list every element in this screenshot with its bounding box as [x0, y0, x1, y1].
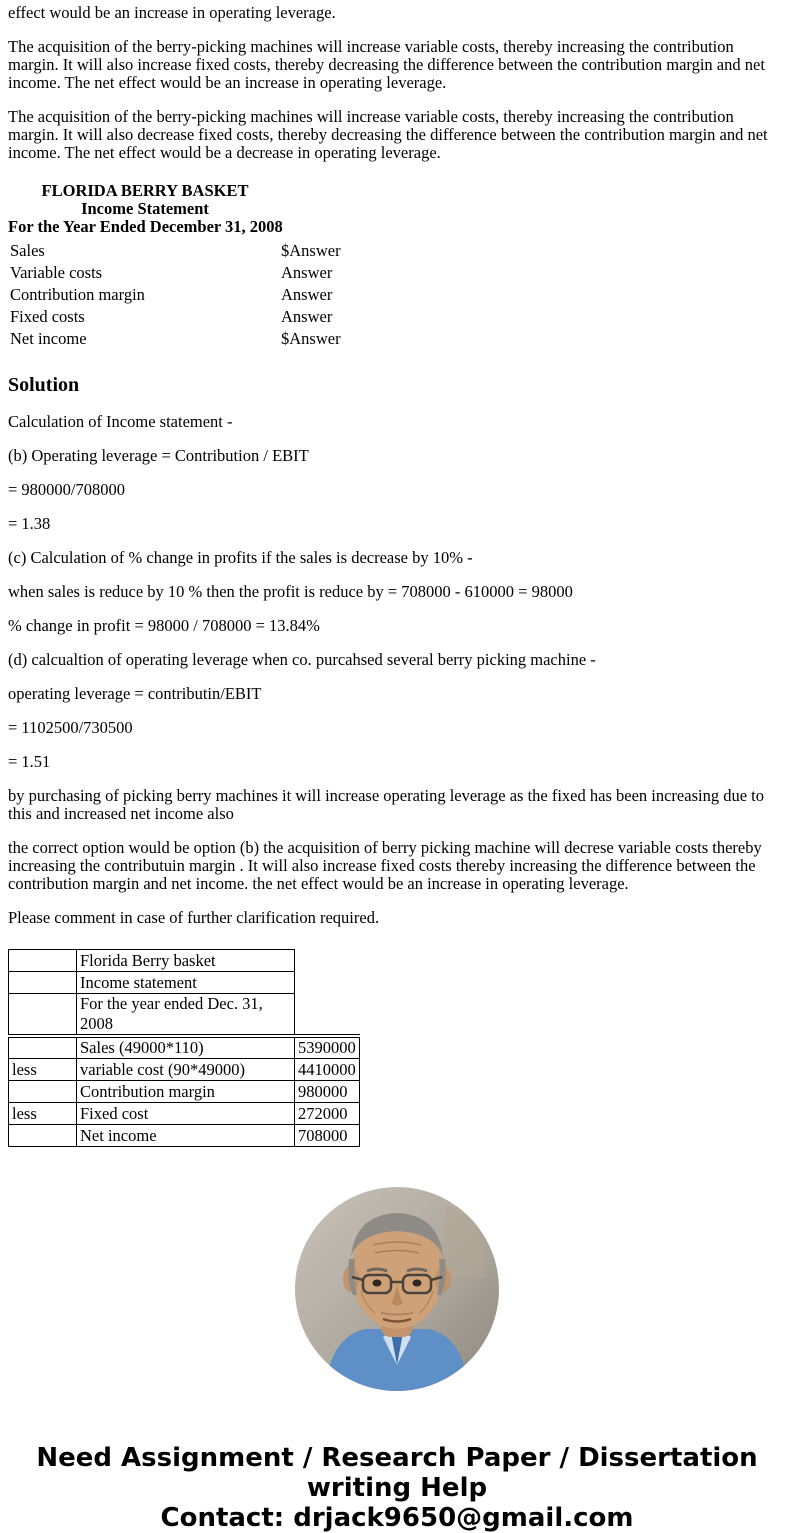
- cell: Net income: [77, 1125, 295, 1147]
- row-label: Net income: [10, 329, 87, 348]
- footer-help-text: Need Assignment / Research Paper / Dissertation writing Help: [36, 1443, 758, 1503]
- statement-subtitle: Income Statement: [81, 199, 209, 218]
- solution-line: (b) Operating leverage = Contribution / EBIT: [8, 446, 309, 465]
- row-label: Contribution margin: [10, 285, 145, 304]
- worksheet-row: [9, 950, 360, 972]
- cell: variable cost (90*49000): [77, 1059, 295, 1081]
- cell: [9, 1081, 77, 1103]
- cell: [9, 972, 77, 994]
- solution-line: = 1.38: [8, 514, 51, 533]
- cell: For the year ended Dec. 31, 2008: [77, 994, 295, 1037]
- statement-row-fixed-costs: [8, 306, 341, 328]
- footer-ad: [17, 1443, 777, 1533]
- footer-contact-email: Contact: drjack9650@gmail.com: [160, 1503, 634, 1533]
- worksheet-row: [9, 972, 360, 994]
- row-value: Answer: [281, 307, 333, 326]
- person-avatar: [295, 1187, 499, 1391]
- cell: Florida Berry basket: [77, 950, 295, 972]
- cell: [295, 950, 360, 972]
- row-value: $Answer: [281, 329, 341, 348]
- income-statement-section: [8, 182, 786, 350]
- solution-line: when sales is reduce by 10 % then the profit is reduce by = 708000 - 610000 = 98000: [8, 582, 573, 601]
- solution-line: Calculation of Income statement -: [8, 412, 233, 431]
- cell: [9, 1125, 77, 1147]
- solution-line: = 1102500/730500: [8, 718, 133, 737]
- row-label: Fixed costs: [10, 307, 85, 326]
- cell: [9, 950, 77, 972]
- statement-company-title: FLORIDA BERRY BASKET: [41, 181, 249, 200]
- statement-row-contribution-margin: [8, 284, 341, 306]
- statement-period: For the Year Ended December 31, 2008: [8, 217, 283, 236]
- income-statement-table: [8, 240, 341, 350]
- solution-line: = 980000/708000: [8, 480, 126, 499]
- solution-line: = 1.51: [8, 752, 51, 771]
- solution-line: Please comment in case of further clarification required.: [8, 908, 380, 927]
- solution-line: % change in profit = 98000 / 708000 = 13.84%: [8, 616, 320, 635]
- tutor-photo: [295, 1187, 499, 1391]
- cell: [295, 972, 360, 994]
- solution-line: by purchasing of picking berry machines it will increase operating leverage as the fixed has been increasing due to this and increased net income also: [8, 786, 764, 823]
- worksheet-row: [9, 1103, 360, 1125]
- solution-line: the correct option would be option (b) the acquisition of berry picking machine will decrese variable costs thereby increasing the contributuin margin . It will also increase fixed costs thereby increasing the difference between the contribution margin and net income. the net effect would be an increase in operating leverage.: [8, 838, 762, 893]
- cell: [295, 994, 360, 1037]
- row-label: Variable costs: [10, 263, 103, 282]
- row-value: Answer: [281, 263, 333, 282]
- statement-row-net-income: [8, 328, 341, 350]
- worksheet-row: [9, 1125, 360, 1147]
- statement-row-sales: [8, 240, 341, 262]
- cell: 980000: [295, 1081, 360, 1103]
- row-label: Sales: [10, 241, 45, 260]
- statement-row-variable-costs: [8, 262, 341, 284]
- worksheet-row: [9, 994, 360, 1037]
- cell: 5390000: [295, 1036, 360, 1059]
- cell: [9, 1036, 77, 1059]
- row-value: $Answer: [281, 241, 341, 260]
- income-statement-header: [8, 182, 282, 236]
- solution-line: operating leverage = contributin/EBIT: [8, 684, 262, 703]
- cell: [9, 994, 77, 1037]
- worksheet-row: [9, 1081, 360, 1103]
- cell: Sales (49000*110): [77, 1036, 295, 1059]
- intro-paragraph-option-decrease: The acquisition of the berry-picking machines will increase variable costs, thereby increasing the contribution margin. It will also decrease fixed costs, thereby decreasing the difference between the contribution margin and net income. The net effect would be a decrease in operating leverage.: [8, 107, 768, 162]
- cell: 708000: [295, 1125, 360, 1147]
- cell: less: [9, 1103, 77, 1125]
- cell: 4410000: [295, 1059, 360, 1081]
- cell: 272000: [295, 1103, 360, 1125]
- intro-paragraph-option-increase: The acquisition of the berry-picking machines will increase variable costs, thereby increasing the contribution margin. It will also increase fixed costs, thereby decreasing the difference between the contribution margin and net income. The net effect would be an increase in operating leverage.: [8, 37, 765, 92]
- cell: less: [9, 1059, 77, 1081]
- worksheet-table: [8, 949, 360, 1147]
- worksheet-row: [9, 1059, 360, 1081]
- row-value: Answer: [281, 285, 333, 304]
- solution-heading: Solution: [8, 374, 80, 396]
- cell: Contribution margin: [77, 1081, 295, 1103]
- worksheet-row: [9, 1036, 360, 1059]
- cell: Fixed cost: [77, 1103, 295, 1125]
- cell: Income statement: [77, 972, 295, 994]
- solution-line: (d) calcualtion of operating leverage when co. purcahsed several berry picking machine -: [8, 650, 596, 669]
- intro-paragraph-tail: effect would be an increase in operating leverage.: [8, 3, 336, 22]
- solution-line: (c) Calculation of % change in profits if the sales is decrease by 10% -: [8, 548, 473, 567]
